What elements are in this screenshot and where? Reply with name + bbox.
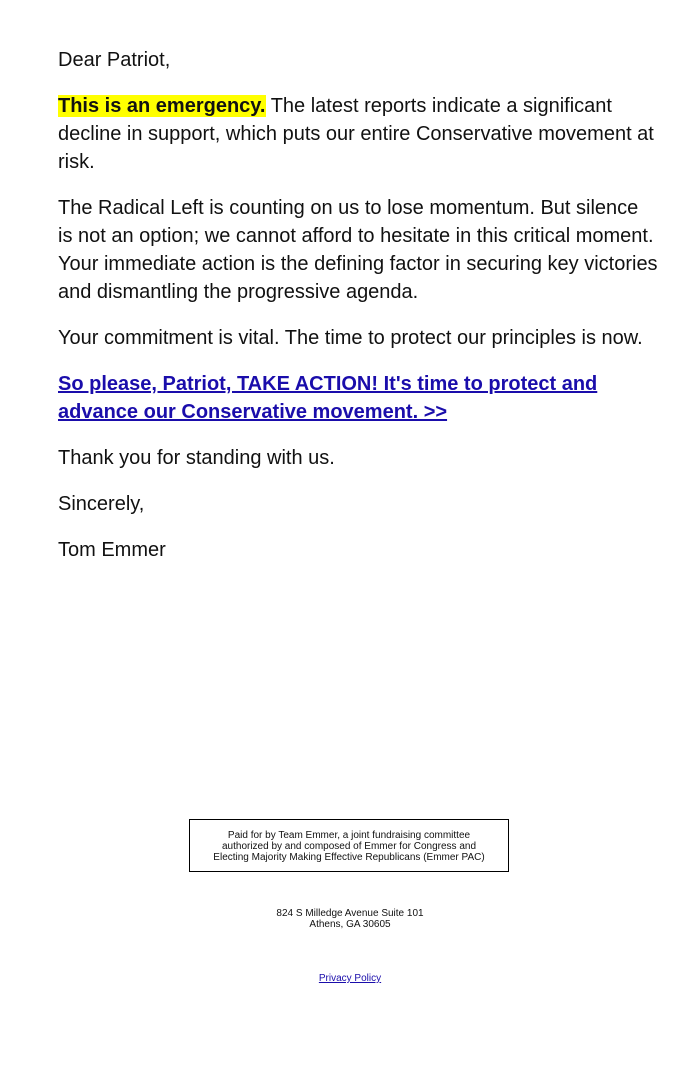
paid-for-disclaimer: [189, 819, 509, 872]
take-action-link[interactable]: [58, 373, 597, 423]
disclaimer-line: Paid for by Team Emmer, a joint fundraising committee: [227, 830, 471, 841]
emergency-highlight: This is an emergency.: [58, 95, 266, 117]
thanks-line: Thank you for standing with us.: [58, 447, 335, 469]
take-action-link-line1: So please, Patriot, TAKE ACTION! It's time to protect and: [58, 373, 598, 395]
momentum-paragraph: The Radical Left is counting on us to lose momentum. But silence is not an option; we cannot afford to hesitate in this critical moment. Your immediate action is the defining factor in securing key victories and dismantling the progressive agenda.: [58, 197, 658, 303]
greeting: Dear Patriot,: [58, 49, 171, 71]
letter-body: [58, 46, 658, 582]
emergency-paragraph: [58, 92, 658, 176]
signature: Tom Emmer: [58, 539, 166, 561]
privacy-policy-link[interactable]: Privacy Policy: [318, 973, 382, 984]
address-city: Athens, GA 30605: [309, 919, 391, 930]
disclaimer-line: authorized by and composed of Emmer for Congress and: [221, 841, 477, 852]
emergency-paragraph-text: The latest reports indicate a significant decline in support, which puts our entire Conservative movement at risk.: [58, 95, 654, 173]
mailing-address: [0, 908, 700, 930]
address-street: 824 S Milledge Avenue Suite 101: [276, 908, 424, 919]
signoff: Sincerely,: [58, 493, 145, 515]
commitment-paragraph: Your commitment is vital. The time to protect our principles is now.: [58, 327, 643, 349]
privacy-section: [0, 973, 700, 985]
take-action-link-line2: advance our Conservative movement. >>: [58, 401, 448, 423]
disclaimer-line: Electing Majority Making Effective Republicans (Emmer PAC): [213, 852, 485, 863]
cta-paragraph: [58, 370, 658, 426]
